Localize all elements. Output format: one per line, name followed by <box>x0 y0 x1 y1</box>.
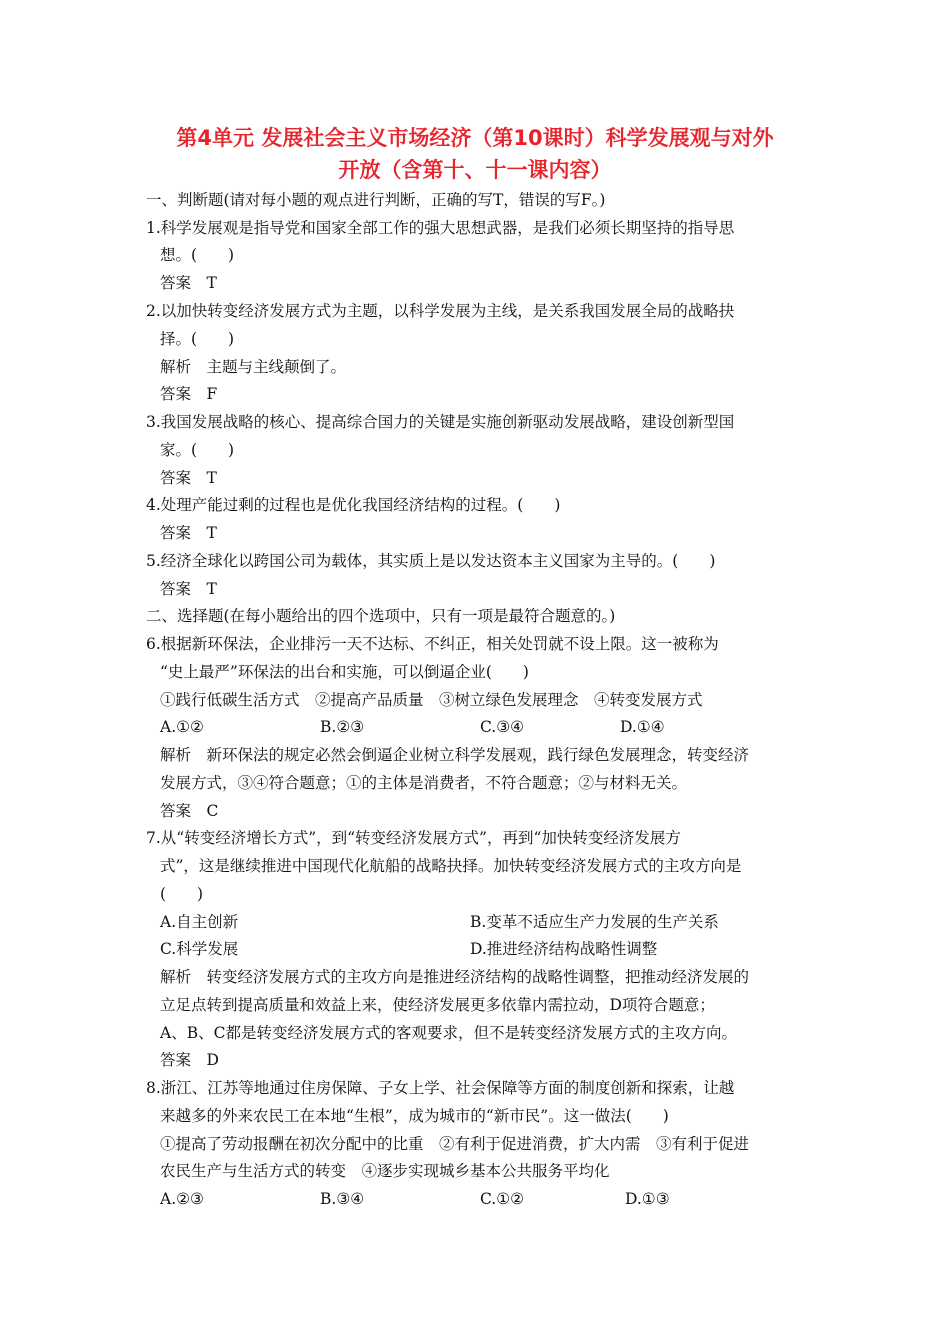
q2-text-cont: 择。( ) <box>160 330 235 348</box>
q6-answer: 答案 C <box>160 802 219 820</box>
q7-text-cont-2: ( ) <box>160 885 204 903</box>
q7-option-a: A.自主创新 <box>160 913 239 931</box>
q3-answer: 答案 T <box>160 469 217 487</box>
q6-text: 6.根据新环保法，企业排污一天不达标、不纠正，相关处罚就不设上限。这一被称为 <box>146 635 719 653</box>
q7-analysis-cont-2: A、B、C都是转变经济发展方式的客观要求，但不是转变经济发展方式的主攻方向。 <box>160 1024 737 1042</box>
q6-text-cont: “史上最严”环保法的出台和实施，可以倒逼企业( ) <box>160 663 529 681</box>
q7-analysis: 解析 转变经济发展方式的主攻方向是推进经济结构的战略性调整，把推动经济发展的 <box>160 968 750 986</box>
q8-text-cont: 来越多的外来农民工在本地“生根”，成为城市的“新市民”。这一做法( ) <box>160 1107 669 1125</box>
page-title-line-1: 第4单元 发展社会主义市场经济（第10课时）科学发展观与对外 <box>176 126 774 150</box>
q5-text: 5.经济全球化以跨国公司为载体，其实质上是以发达资本主义国家为主导的。( ) <box>146 552 716 570</box>
q8-items-cont: 农民生产与生活方式的转变 ④逐步实现城乡基本公共服务平均化 <box>160 1162 610 1180</box>
q1-text-cont: 想。( ) <box>160 246 235 264</box>
q7-option-b: B.变革不适应生产力发展的生产关系 <box>470 913 719 931</box>
q3-text-cont: 家。( ) <box>160 441 235 459</box>
q6-items: ①践行低碳生活方式 ②提高产品质量 ③树立绿色发展理念 ④转变发展方式 <box>160 691 703 709</box>
q3-text: 3.我国发展战略的核心、提高综合国力的关键是实施创新驱动发展战略，建设创新型国 <box>146 413 735 431</box>
q4-text: 4.处理产能过剩的过程也是优化我国经济结构的过程。( ) <box>146 496 561 514</box>
q7-option-d: D.推进经济结构战略性调整 <box>470 940 658 958</box>
page-title-line-2: 开放（含第十、十一课内容） <box>338 158 612 182</box>
q7-text: 7.从“转变经济增长方式”，到“转变经济发展方式”，再到“加快转变经济发展方 <box>146 829 681 847</box>
q6-option-d: D.①④ <box>620 718 665 736</box>
q7-answer: 答案 D <box>160 1051 219 1069</box>
q8-option-a: A.②③ <box>160 1190 204 1208</box>
q7-analysis-cont: 立足点转到提高质量和效益上来，使经济发展更多依靠内需拉动，D项符合题意； <box>160 996 715 1014</box>
q8-items: ①提高了劳动报酬在初次分配中的比重 ②有利于促进消费，扩大内需 ③有利于促进 <box>160 1135 750 1153</box>
q2-analysis: 解析 主题与主线颠倒了。 <box>160 358 347 376</box>
q8-option-d: D.①③ <box>625 1190 670 1208</box>
q8-option-b: B.③④ <box>320 1190 365 1208</box>
q8-option-c: C.①② <box>480 1190 525 1208</box>
q8-text: 8.浙江、江苏等地通过住房保障、子女上学、社会保障等方面的制度创新和探索，让越 <box>146 1079 735 1097</box>
section-2-heading: 二、选择题(在每小题给出的四个选项中，只有一项是最符合题意的。) <box>146 607 616 625</box>
q5-answer: 答案 T <box>160 580 217 598</box>
q4-answer: 答案 T <box>160 524 217 542</box>
section-1-heading: 一、判断题(请对每小题的观点进行判断，正确的写T，错误的写F。) <box>146 191 606 209</box>
q7-text-cont: 式”，这是继续推进中国现代化航船的战略抉择。加快转变经济发展方式的主攻方向是 <box>160 857 742 875</box>
q1-answer: 答案 T <box>160 274 217 292</box>
q7-option-c: C.科学发展 <box>160 940 239 958</box>
q2-answer: 答案 F <box>160 385 218 403</box>
q6-option-c: C.③④ <box>480 718 525 736</box>
q6-analysis: 解析 新环保法的规定必然会倒逼企业树立科学发展观，践行绿色发展理念，转变经济 <box>160 746 750 764</box>
q6-option-b: B.②③ <box>320 718 365 736</box>
q6-analysis-cont: 发展方式，③④符合题意；①的主体是消费者，不符合题意；②与材料无关。 <box>160 774 688 792</box>
q2-text: 2.以加快转变经济发展方式为主题，以科学发展为主线，是关系我国发展全局的战略抉 <box>146 302 735 320</box>
q1-text: 1.科学发展观是指导党和国家全部工作的强大思想武器，是我们必须长期坚持的指导思 <box>146 219 735 237</box>
q6-option-a: A.①② <box>160 718 204 736</box>
